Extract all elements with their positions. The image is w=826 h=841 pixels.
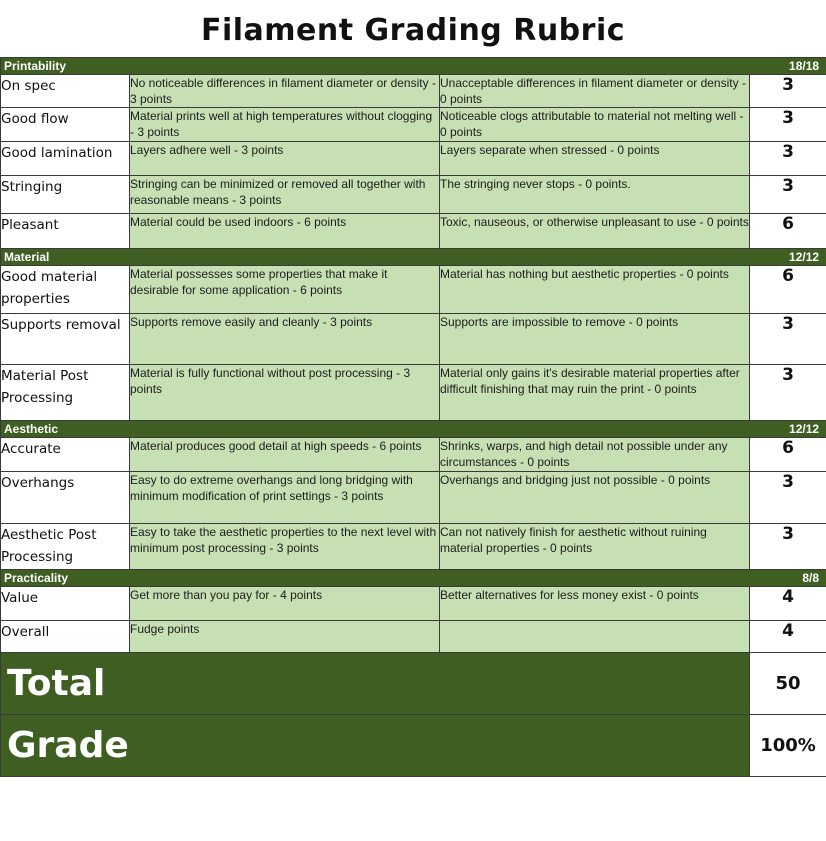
row-score: 3 bbox=[750, 108, 826, 142]
criterion-label: Accurate bbox=[1, 438, 130, 472]
rubric-row-good-material-properties bbox=[1, 266, 826, 314]
row-score: 6 bbox=[750, 214, 826, 249]
good-description: Stringing can be minimized or removed all together with reasonable means - 3 points bbox=[130, 176, 440, 214]
rubric-row-accurate bbox=[1, 438, 826, 472]
row-score: 6 bbox=[750, 266, 826, 314]
bad-description: Layers separate when stressed - 0 points bbox=[440, 142, 750, 176]
rubric-row-stringing bbox=[1, 176, 826, 214]
bad-description: Better alternatives for less money exist - 0 points bbox=[440, 587, 750, 621]
good-description: Layers adhere well - 3 points bbox=[130, 142, 440, 176]
criterion-label: Overall bbox=[1, 621, 130, 653]
section-score: 12/12 bbox=[789, 250, 820, 264]
criterion-label: Aesthetic Post Processing bbox=[1, 524, 130, 570]
good-description: No noticeable differences in filament diameter or density - 3 points bbox=[130, 75, 440, 108]
good-description: Material possesses some properties that make it desirable for some application - 6 points bbox=[130, 266, 440, 314]
bad-description bbox=[440, 621, 750, 653]
criterion-label: Material Post Processing bbox=[1, 365, 130, 421]
criterion-label: Good material properties bbox=[1, 266, 130, 314]
criterion-label: Supports removal bbox=[1, 314, 130, 365]
rubric-row-value bbox=[1, 587, 826, 621]
row-score: 3 bbox=[750, 472, 826, 524]
bad-description: Material has nothing but aesthetic properties - 0 points bbox=[440, 266, 750, 314]
page-title: Filament Grading Rubric bbox=[200, 13, 626, 48]
rubric-row-supports-removal bbox=[1, 314, 826, 365]
good-description: Easy to take the aesthetic properties to the next level with minimum post processing - 3 points bbox=[130, 524, 440, 570]
row-score: 4 bbox=[750, 587, 826, 621]
bad-description: Supports are impossible to remove - 0 points bbox=[440, 314, 750, 365]
bad-description: Can not natively finish for aesthetic without ruining material properties - 0 points bbox=[440, 524, 750, 570]
bad-description: Material only gains it's desirable material properties after difficult finishing that may ruin the print - 0 points bbox=[440, 365, 750, 421]
row-score: 3 bbox=[750, 365, 826, 421]
rubric-row-overhangs bbox=[1, 472, 826, 524]
rubric-row-good-lamination bbox=[1, 142, 826, 176]
row-score: 3 bbox=[750, 314, 826, 365]
good-description: Easy to do extreme overhangs and long bridging with minimum modification of print settings - 3 points bbox=[130, 472, 440, 524]
criterion-label: Good flow bbox=[1, 108, 130, 142]
good-description: Get more than you pay for - 4 points bbox=[130, 587, 440, 621]
good-description: Material produces good detail at high speeds - 6 points bbox=[130, 438, 440, 472]
row-score: 3 bbox=[750, 142, 826, 176]
section-title: Aesthetic bbox=[4, 422, 59, 436]
bad-description: Toxic, nauseous, or otherwise unpleasant to use - 0 points bbox=[440, 214, 750, 249]
bad-description: Unacceptable differences in filament diameter or density - 0 points bbox=[440, 75, 750, 108]
row-score: 3 bbox=[750, 176, 826, 214]
bad-description: Overhangs and bridging just not possible - 0 points bbox=[440, 472, 750, 524]
good-description: Material is fully functional without post processing - 3 points bbox=[130, 365, 440, 421]
criterion-label: Pleasant bbox=[1, 214, 130, 249]
section-header-practicality bbox=[1, 570, 826, 587]
good-description: Material prints well at high temperatures without clogging - 3 points bbox=[130, 108, 440, 142]
section-score: 8/8 bbox=[802, 571, 820, 585]
total-label: Total bbox=[1, 653, 750, 715]
section-score: 18/18 bbox=[789, 59, 820, 73]
rubric-row-overall bbox=[1, 621, 826, 653]
row-score: 6 bbox=[750, 438, 826, 472]
rubric-row-good-flow bbox=[1, 108, 826, 142]
bad-description: The stringing never stops - 0 points. bbox=[440, 176, 750, 214]
good-description: Fudge points bbox=[130, 621, 440, 653]
rubric-row-pleasant bbox=[1, 214, 826, 249]
bad-description: Shrinks, warps, and high detail not possible under any circumstances - 0 points bbox=[440, 438, 750, 472]
criterion-label: Value bbox=[1, 587, 130, 621]
section-header-printability bbox=[1, 58, 826, 75]
rubric-row-aesthetic-post-processing bbox=[1, 524, 826, 570]
rubric-row-on-spec bbox=[1, 75, 826, 108]
bad-description: Noticeable clogs attributable to material not melting well - 0 points bbox=[440, 108, 750, 142]
criterion-label: Overhangs bbox=[1, 472, 130, 524]
grade-label: Grade bbox=[1, 715, 750, 777]
good-description: Material could be used indoors - 6 points bbox=[130, 214, 440, 249]
total-value: 50 bbox=[750, 653, 826, 715]
criterion-label: On spec bbox=[1, 75, 130, 108]
rubric-table bbox=[0, 57, 826, 777]
good-description: Supports remove easily and cleanly - 3 points bbox=[130, 314, 440, 365]
grade-row bbox=[1, 715, 826, 777]
row-score: 3 bbox=[750, 75, 826, 108]
section-title: Printability bbox=[4, 59, 67, 73]
section-header-aesthetic bbox=[1, 421, 826, 438]
section-score: 12/12 bbox=[789, 422, 820, 436]
section-title: Material bbox=[4, 250, 50, 264]
row-score: 4 bbox=[750, 621, 826, 653]
grade-value: 100% bbox=[750, 715, 826, 777]
total-row bbox=[1, 653, 826, 715]
row-score: 3 bbox=[750, 524, 826, 570]
criterion-label: Good lamination bbox=[1, 142, 130, 176]
criterion-label: Stringing bbox=[1, 176, 130, 214]
section-title: Practicality bbox=[4, 571, 69, 585]
section-header-material bbox=[1, 249, 826, 266]
rubric-row-material-post-processing bbox=[1, 365, 826, 421]
